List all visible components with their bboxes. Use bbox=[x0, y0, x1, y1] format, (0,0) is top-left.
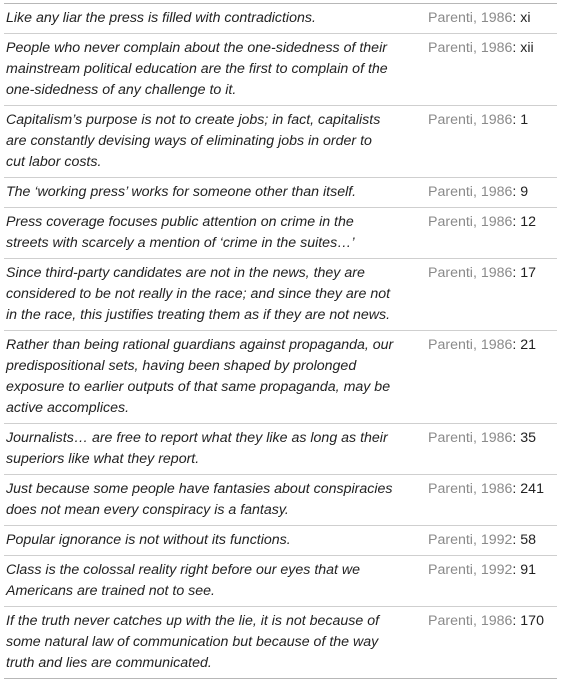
table-row bbox=[4, 330, 557, 423]
table-row bbox=[4, 105, 557, 177]
table-row bbox=[4, 423, 557, 474]
citation bbox=[404, 178, 557, 207]
citation-source: Parenti, 1986 bbox=[428, 613, 513, 629]
citation bbox=[404, 424, 557, 474]
quote-text: Press coverage focuses public attention on crime in the streets with scarcely a mention of ‘crime in the suites…’ bbox=[6, 214, 355, 251]
citation-page: : 241 bbox=[512, 481, 544, 497]
table-row bbox=[4, 258, 557, 330]
citation-page: : 91 bbox=[512, 562, 537, 578]
citation-source: Parenti, 1986 bbox=[428, 214, 513, 230]
citation bbox=[404, 526, 557, 555]
citation-source: Parenti, 1986 bbox=[428, 184, 513, 200]
citation-source: Parenti, 1986 bbox=[428, 430, 513, 446]
citation-source: Parenti, 1986 bbox=[428, 40, 513, 56]
citation bbox=[404, 34, 557, 105]
quote-text: Capitalism’s purpose is not to create jobs; in fact, capitalists are constantly devising ways of eliminating jobs in order to cut labor costs. bbox=[6, 112, 381, 170]
citation-page: : xii bbox=[512, 40, 534, 56]
quote-text: Just because some people have fantasies about conspiracies does not mean every conspiracy is a fantasy. bbox=[6, 481, 393, 518]
table-row bbox=[4, 555, 557, 606]
citation-source: Parenti, 1986 bbox=[428, 481, 513, 497]
table-row bbox=[4, 207, 557, 258]
citation-source: Parenti, 1992 bbox=[428, 532, 513, 548]
citation bbox=[404, 4, 557, 33]
quote-text: Journalists… are free to report what they like as long as their superiors like what they report. bbox=[6, 430, 388, 467]
citation bbox=[404, 259, 557, 330]
citation-page: : 1 bbox=[512, 112, 529, 128]
table-row bbox=[4, 474, 557, 525]
table-row bbox=[4, 4, 557, 33]
quote-text: Class is the colossal reality right before our eyes that we Americans are trained not to see. bbox=[6, 562, 361, 599]
table-row bbox=[4, 525, 557, 555]
quote-text: Like any liar the press is filled with contradictions. bbox=[6, 10, 316, 26]
table-row bbox=[4, 33, 557, 105]
citation-source: Parenti, 1992 bbox=[428, 562, 513, 578]
citation-page: : 9 bbox=[512, 184, 529, 200]
citation-page: : 170 bbox=[512, 613, 544, 629]
table-row bbox=[4, 606, 557, 678]
citation-page: : 12 bbox=[512, 214, 537, 230]
quote-text: The ‘working press’ works for someone other than itself. bbox=[6, 184, 357, 200]
citation-source: Parenti, 1986 bbox=[428, 112, 513, 128]
citation bbox=[404, 208, 557, 258]
quote-text: Popular ignorance is not without its functions. bbox=[6, 532, 291, 548]
citation-page: : 17 bbox=[512, 265, 537, 281]
quote-text: Rather than being rational guardians against propaganda, our predispositional sets, having been shaped by prolonged exposure to earlier outputs of that same propaganda, may be active accomplices. bbox=[6, 337, 394, 416]
citation-page: : 21 bbox=[512, 337, 537, 353]
table-row bbox=[4, 177, 557, 207]
quotes-table bbox=[4, 3, 557, 679]
citation-page: : xi bbox=[512, 10, 531, 26]
citation-source: Parenti, 1986 bbox=[428, 10, 513, 26]
citation bbox=[404, 607, 557, 678]
citation-page: : 35 bbox=[512, 430, 537, 446]
citation-page: : 58 bbox=[512, 532, 537, 548]
citation bbox=[404, 475, 557, 525]
citation bbox=[404, 106, 557, 177]
quote-text: If the truth never catches up with the lie, it is not because of some natural law of communication but because of the way truth and lies are communicated. bbox=[6, 613, 380, 671]
citation bbox=[404, 556, 557, 606]
citation-source: Parenti, 1986 bbox=[428, 265, 513, 281]
citation-source: Parenti, 1986 bbox=[428, 337, 513, 353]
quote-text: Since third-party candidates are not in the news, they are considered to be not really in the race; and since they are not in the race, this justifies treating them as if they are not news. bbox=[6, 265, 391, 323]
quote-text: People who never complain about the one-sidedness of their mainstream political education are the first to complain of the one-sidedness of any challenge to it. bbox=[6, 40, 388, 98]
citation bbox=[404, 331, 557, 423]
